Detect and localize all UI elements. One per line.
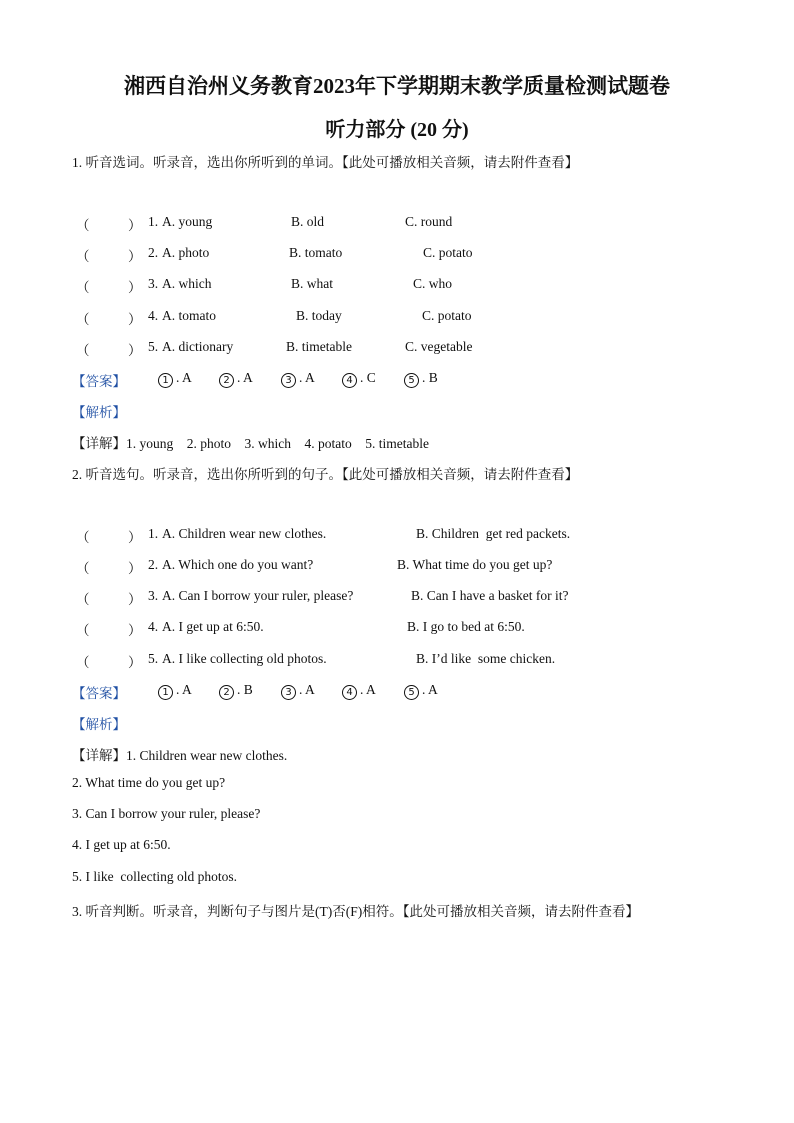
answer-item <box>158 682 192 700</box>
option-a: A. Children wear new clothes. <box>162 526 327 541</box>
option-c: C. potato <box>423 245 473 260</box>
answer-value: . B <box>237 682 253 697</box>
section1-detail <box>72 432 429 452</box>
document-title: 湘西自治州义务教育2023年下学期期末教学质量检测试题卷 <box>124 74 670 98</box>
question-row <box>0 245 794 265</box>
option-c: C. vegetable <box>405 339 473 354</box>
answer-number-circle: 5 <box>404 373 419 388</box>
answer-number-circle: 4 <box>342 373 357 388</box>
answer-value: . A <box>299 682 315 697</box>
question-row <box>0 526 794 546</box>
answer-blank-close: ） <box>128 530 142 545</box>
answer-number-circle: 1 <box>158 685 173 700</box>
detail-label: 【详解】 <box>72 436 126 451</box>
answer-blank-close: ） <box>128 592 142 607</box>
answer-value: . B <box>422 370 438 385</box>
section1-answer-row <box>72 370 126 390</box>
detail-label: 【详解】 <box>72 748 126 763</box>
answer-item <box>404 370 438 388</box>
question-number: 4. <box>148 308 159 323</box>
section2-detail-1 <box>72 744 287 764</box>
option-b: B. what <box>291 276 333 291</box>
answer-value: . A <box>176 370 192 385</box>
answer-number-circle: 2 <box>219 685 234 700</box>
answer-blank-open: （ <box>76 343 90 358</box>
option-b: B. timetable <box>286 339 352 354</box>
answer-number-circle: 4 <box>342 685 357 700</box>
answer-value: . A <box>299 370 315 385</box>
answer-blank-open: （ <box>76 655 90 670</box>
option-b: B. tomato <box>289 245 343 260</box>
answer-item <box>219 682 253 700</box>
answer-blank-close: ） <box>128 218 142 233</box>
option-a: A. tomato <box>162 308 216 323</box>
answer-blank-close: ） <box>128 312 142 327</box>
question-row <box>0 588 794 608</box>
answer-blank-open: （ <box>76 280 90 295</box>
section2-answer-row <box>72 682 126 702</box>
answer-blank-open: （ <box>76 530 90 545</box>
section2-detail-2: 2. What time do you get up? <box>72 775 226 790</box>
option-a: A. young <box>162 214 213 229</box>
question-number: 1. <box>148 526 159 541</box>
section2-detail-5: 5. I like collecting old photos. <box>72 869 237 884</box>
option-b: B. What time do you get up? <box>397 557 553 572</box>
answer-value: . A <box>176 682 192 697</box>
question-number: 2. <box>148 557 159 572</box>
answer-item <box>342 370 376 388</box>
question-number: 1. <box>148 214 159 229</box>
answer-blank-close: ） <box>128 561 142 576</box>
question-row <box>0 339 794 359</box>
answer-label: 【答案】 <box>72 374 126 389</box>
detail-text: 1. young 2. photo 3. which 4. potato 5. timetable <box>126 436 429 451</box>
option-a: A. I get up at 6:50. <box>162 619 264 634</box>
question-number: 5. <box>148 339 159 354</box>
option-b: B. I go to bed at 6:50. <box>407 619 525 634</box>
answer-blank-close: ） <box>128 280 142 295</box>
option-a: A. photo <box>162 245 210 260</box>
option-c: C. round <box>405 214 453 229</box>
section-heading: 听力部分 (20 分) <box>325 119 469 141</box>
section3-instruction: 3. 听音判断。听录音，判断句子与图片是(T)否(F)相符。【此处可播放相关音频，请去附件查看】 <box>72 904 639 919</box>
question-number: 5. <box>148 651 159 666</box>
option-c: C. who <box>413 276 453 291</box>
question-number: 2. <box>148 245 159 260</box>
option-a: A. which <box>162 276 212 291</box>
option-c: C. potato <box>422 308 472 323</box>
question-row <box>0 214 794 234</box>
question-row <box>0 276 794 296</box>
option-b: B. old <box>291 214 325 229</box>
answer-blank-close: ） <box>128 249 142 264</box>
answer-value: . C <box>360 370 376 385</box>
option-b: B. I’d like some chicken. <box>416 651 556 666</box>
option-a: A. Which one do you want? <box>162 557 314 572</box>
section2-analysis <box>72 713 126 733</box>
answer-label: 【答案】 <box>72 686 126 701</box>
answer-item <box>404 682 438 700</box>
analysis-label: 【解析】 <box>72 717 126 732</box>
section1-instruction: 1. 听音选词。听录音，选出你所听到的单词。【此处可播放相关音频，请去附件查看】 <box>72 155 579 170</box>
question-row <box>0 308 794 328</box>
question-row <box>0 557 794 577</box>
answer-value: . A <box>360 682 376 697</box>
answer-item <box>219 370 253 388</box>
answer-value: . A <box>422 682 438 697</box>
answer-number-circle: 5 <box>404 685 419 700</box>
answer-blank-open: （ <box>76 623 90 638</box>
answer-item <box>281 682 315 700</box>
answer-blank-open: （ <box>76 249 90 264</box>
answer-number-circle: 3 <box>281 685 296 700</box>
question-row <box>0 619 794 639</box>
answer-blank-open: （ <box>76 312 90 327</box>
question-number: 3. <box>148 276 159 291</box>
question-number: 4. <box>148 619 159 634</box>
detail-text: 1. Children wear new clothes. <box>126 748 288 763</box>
answer-blank-open: （ <box>76 561 90 576</box>
answer-blank-close: ） <box>128 343 142 358</box>
section2-detail-3: 3. Can I borrow your ruler, please? <box>72 806 261 821</box>
answer-value: . A <box>237 370 253 385</box>
section1-analysis <box>72 401 126 421</box>
question-row <box>0 651 794 671</box>
option-a: A. I like collecting old photos. <box>162 651 327 666</box>
section2-instruction: 2. 听音选句。听录音，选出你所听到的句子。【此处可播放相关音频，请去附件查看】 <box>72 467 579 482</box>
answer-blank-open: （ <box>76 592 90 607</box>
section2-detail-4: 4. I get up at 6:50. <box>72 837 171 852</box>
option-b: B. Can I have a basket for it? <box>411 588 569 603</box>
answer-item <box>281 370 315 388</box>
analysis-label: 【解析】 <box>72 405 126 420</box>
answer-number-circle: 3 <box>281 373 296 388</box>
answer-number-circle: 2 <box>219 373 234 388</box>
answer-number-circle: 1 <box>158 373 173 388</box>
question-number: 3. <box>148 588 159 603</box>
option-a: A. dictionary <box>162 339 234 354</box>
option-b: B. today <box>296 308 342 323</box>
answer-blank-close: ） <box>128 623 142 638</box>
answer-item <box>158 370 192 388</box>
answer-blank-open: （ <box>76 218 90 233</box>
option-b: B. Children get red packets. <box>416 526 571 541</box>
answer-item <box>342 682 376 700</box>
answer-blank-close: ） <box>128 655 142 670</box>
option-a: A. Can I borrow your ruler, please? <box>162 588 354 603</box>
